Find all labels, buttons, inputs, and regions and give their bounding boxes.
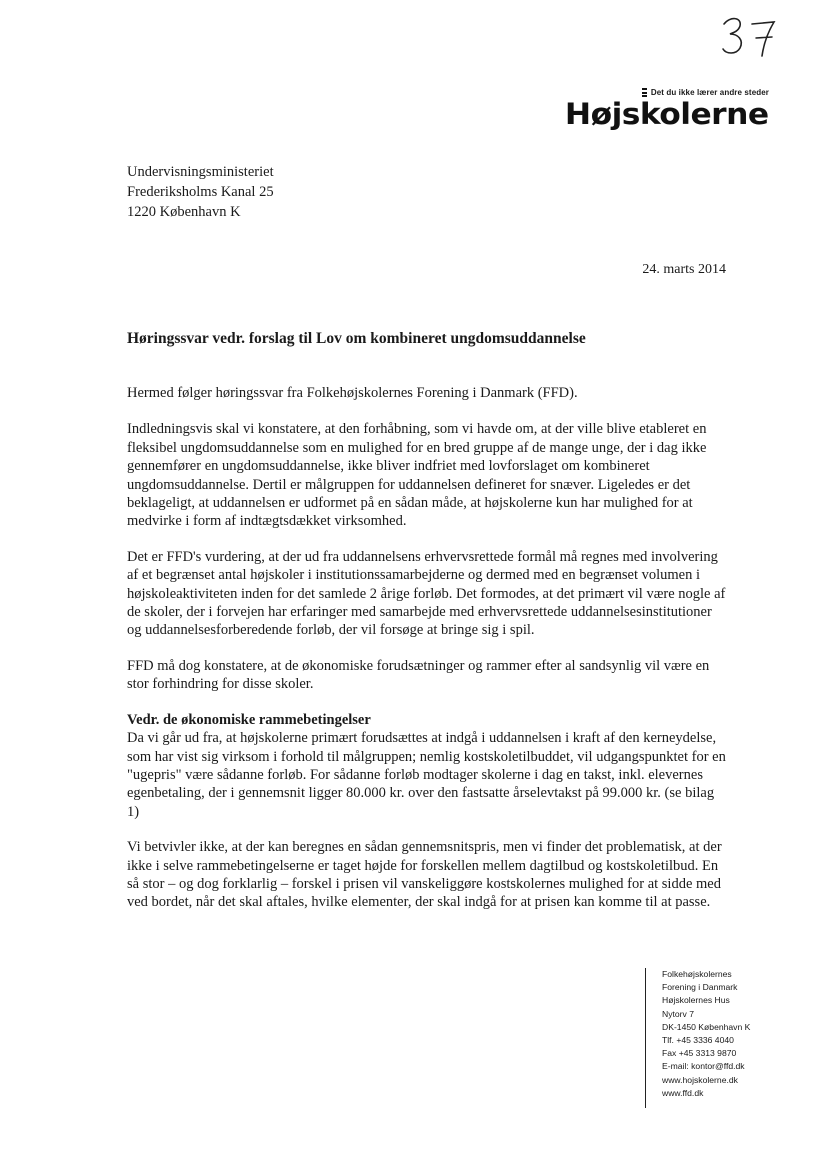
logo-wordmark: Højskolerne — [565, 97, 769, 131]
contact-line: Højskolernes Hus — [662, 995, 730, 1006]
section-subheading: Vedr. de økonomiske rammebetingelser — [127, 711, 371, 728]
contact-line: Folkehøjskolernes — [662, 969, 732, 979]
paragraph-intro: Hermed følger høringssvar fra Folkehøjskolernes Forening i Danmark (FFD). — [127, 385, 578, 401]
handwritten-page-number — [718, 12, 788, 62]
letter-date: 24. marts 2014 — [642, 262, 726, 277]
contact-line: Forening i Danmark — [662, 982, 738, 993]
paragraph: Det er FFD's vurdering, at der ud fra uddannelsens erhvervsrettede formål må regnes med involvering af et begrænset antal højskoler i institutionssamarbejderne og dermed med en begrænset volumen i højskoleaktiviteten inden for det samlede 2 årige forløb. Det formodes, at det primært vil være nogle af de skoler, der i forvejen har erfaringer med samarbejde med erhvervsrettede uddannelsesinstitutioner og uddannelsesforberedende forløb, der vil forsøge at bringe sig i spil. — [127, 548, 726, 639]
contact-website: www.hojskolerne.dk — [662, 1074, 738, 1085]
recipient-line: 1220 København K — [127, 204, 241, 220]
recipient-line: Frederiksholms Kanal 25 — [127, 184, 274, 200]
logo-tagline-row — [642, 88, 769, 97]
contact-line: Tlf. +45 3336 4040 — [662, 1035, 734, 1046]
contact-email: E-mail: kontor@ffd.dk — [662, 1061, 745, 1072]
letter-title: Høringssvar vedr. forslag til Lov om kombineret ungdomsuddannelse — [127, 330, 586, 347]
recipient-line: Undervisningsministeriet — [127, 164, 274, 180]
sender-contact-block — [645, 968, 750, 1108]
logo-mark-icon — [642, 88, 647, 97]
logo-tagline: Det du ikke lærer andre steder — [650, 88, 769, 97]
contact-line: Fax +45 3313 9870 — [662, 1048, 737, 1059]
paragraph: Da vi går ud fra, at højskolerne primært forudsættes at indgå i uddannelsen i kraft af den kerneydelse, som har vist sig virksom i forhold til målgruppen; nemlig kostskoletilbuddet, vil udgangspunktet for en "ugepris" være sådanne forløb. For sådanne forløb modtager skolerne i dag en takst, inkl. elevernes egenbetaling, der i gennemsnit ligger 80.000 kr. over den fastsatte årselevtakst på 99.000 kr. (se bilag 1) — [127, 730, 726, 820]
contact-line: DK-1450 København K — [662, 1021, 751, 1032]
paragraph: FFD må dog konstatere, at de økonomiske forudsætninger og rammer efter al sandsynlig vil være en stor forhindring for disse skoler. — [127, 657, 710, 693]
paragraph: Vi betvivler ikke, at der kan beregnes en sådan gennemsnitspris, men vi finder det problematisk, at der ikke i selve rammebetingelserne er taget højde for forskellen mellem dagtilbud og kostskoletilbud. En så stor – og dog forklarlig – forskel i prisen vil vanskeliggøre kostskolernes mulighed for at sidde med ved bordet, når det skal aftales, hvilke elementer, der skal indgå for at prisen kan komme til at passe. — [127, 839, 722, 911]
paragraph: Indledningsvis skal vi konstatere, at den forhåbning, som vi havde om, at der ville blive etableret en fleksibel ungdomsuddannelse som en mulighed for en bred gruppe af de mange unge, der i dag ikke gennemfører en ungdomsuddannelse, ikke bliver indfriet med lovforslaget om kombineret ungdomsuddannelse. Dertil er målgruppen for uddannelsen defineret for snæver. Ligeledes er det beklageligt, at uddannelsen er udformet på en sådan måde, at højskolerne kun har mulighed for at medvirke i form af indtægtsdækket virksomhed. — [127, 421, 707, 530]
recipient-address — [127, 162, 274, 222]
contact-website: www.ffd.dk — [662, 1087, 704, 1098]
contact-line: Nytorv 7 — [662, 1008, 694, 1019]
letter-body — [127, 384, 727, 929]
